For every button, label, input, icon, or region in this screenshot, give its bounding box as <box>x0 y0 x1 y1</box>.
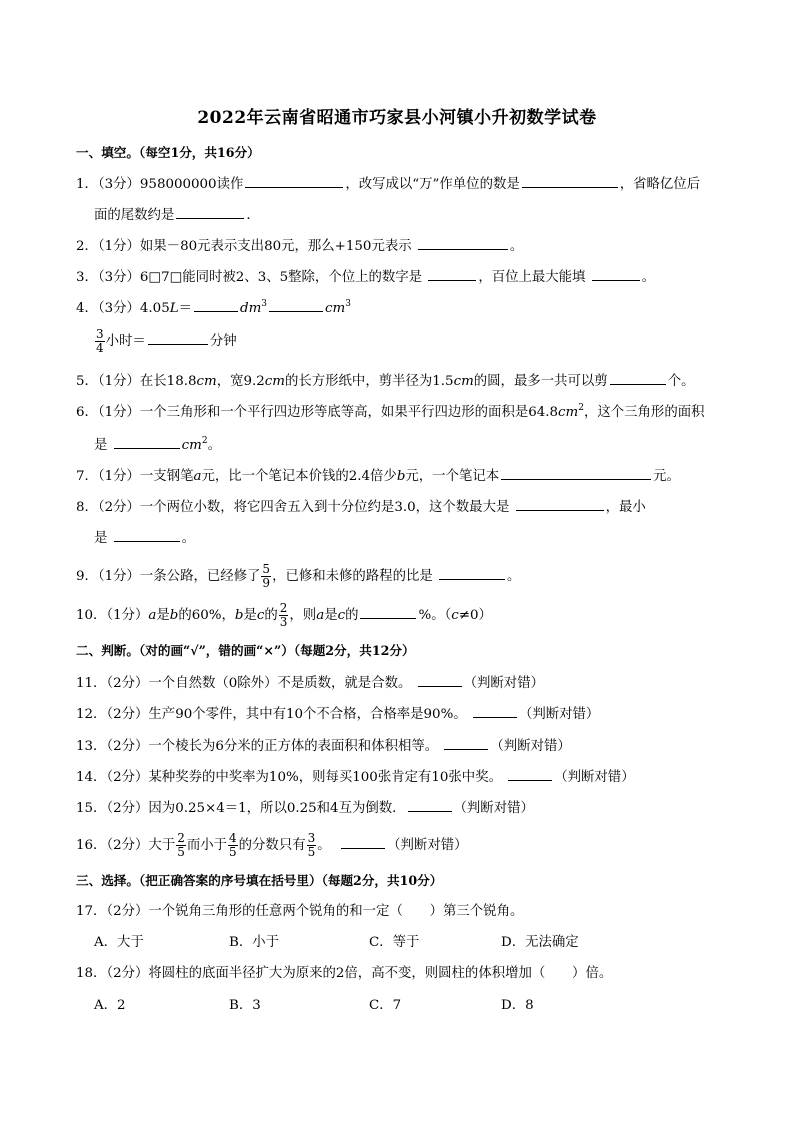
answer-blank[interactable] <box>444 735 488 750</box>
fraction: $\frac{4}{5}$ <box>229 831 237 859</box>
fraction: $\frac{5}{9}$ <box>262 562 271 590</box>
answer-blank[interactable] <box>610 370 666 385</box>
answer-blank[interactable] <box>176 204 244 219</box>
fraction: $\frac{2}{3}$ <box>279 601 288 629</box>
answer-blank[interactable] <box>418 672 462 687</box>
question-7: 7．（1分）一支钢笔a元，比一个笔记本价钱的2.4倍少b元，一个笔记本 元。 <box>76 465 680 487</box>
answer-blank[interactable] <box>428 266 476 281</box>
answer-blank[interactable] <box>508 766 552 781</box>
question-2: 2．（1分）如果－80元表示支出80元，那么+150元表示 。 <box>76 235 523 257</box>
q17-option-d[interactable]: D．无法确定 <box>501 935 579 950</box>
question-4: 4．（3分）$4.05L= dm^3$ $cm^3$ <box>76 299 351 316</box>
q17-option-b[interactable]: B．小于 <box>229 935 280 950</box>
question-6-cont: 是 $cm^2$。 <box>94 436 221 453</box>
question-1: 1．（3分）958000000读作 ，改写成以“万”作单位的数是 ，省略亿位后 <box>76 173 700 195</box>
answer-blank[interactable] <box>522 173 618 188</box>
answer-blank[interactable] <box>592 266 640 281</box>
section-heading-choice: 三、选择。（把正确答案的序号填在括号里）（每题2分，共10分） <box>76 873 443 888</box>
question-11: 11．（2分）一个自然数（0除外）不是质数，就是合数。 （判断对错） <box>76 672 544 694</box>
q18-option-b[interactable]: B．3 <box>229 998 261 1013</box>
question-4-cont: $\frac{3}{4}$ 小时＝ 分钟 <box>96 327 237 355</box>
fraction: $\frac{3}{5}$ <box>307 831 316 859</box>
page-title: 2022年云南省昭通市巧家县小河镇小升初数学试卷 <box>197 108 597 128</box>
question-3: 3．（3分）6□7□能同时被2、3、5整除，个位上的数字是 ，百位上最大能填 。 <box>76 266 655 288</box>
question-6: 6．（1分）一个三角形和一个平行四边形等底等高，如果平行四边形的面积是$64.8cm^2$，这个三角形的面积 <box>76 403 705 420</box>
q18-option-c[interactable]: C．7 <box>369 998 402 1013</box>
answer-blank[interactable] <box>194 297 238 312</box>
answer-blank[interactable] <box>473 703 517 718</box>
q18-option-d[interactable]: D．8 <box>501 998 534 1013</box>
question-10: 10．（1分）a是b的60%，b是c的 $\frac{2}{3}$ ，则a是c的 %。（c≠0） <box>76 601 492 629</box>
question-8-cont: 是 。 <box>94 527 195 549</box>
answer-blank[interactable] <box>148 330 208 345</box>
answer-blank[interactable] <box>245 173 343 188</box>
question-16: 16．（2分）大于 $\frac{2}{5}$ 而小于 $\frac{4}{5}$ 的分数只有 $\frac{3}{5}$ 。 （判断对错） <box>76 831 468 859</box>
section-heading-judge: 二、判断。（对的画“√”，错的画“×”）（每题2分，共12分） <box>76 643 415 658</box>
fraction: $\frac{2}{5}$ <box>177 831 185 859</box>
question-5: 5．（1分）在长18.8cm，宽9.2cm的长方形纸中，剪半径为1.5cm的圆，最多一共可以剪 个。 <box>76 370 694 392</box>
answer-blank[interactable] <box>114 527 180 542</box>
question-15: 15．（2分）因为0.25×4＝1，所以0.25和4互为倒数． （判断对错） <box>76 797 534 819</box>
answer-blank[interactable] <box>516 496 604 511</box>
answer-blank[interactable] <box>418 235 508 250</box>
answer-blank[interactable] <box>408 797 452 812</box>
answer-blank[interactable] <box>501 465 651 480</box>
question-9: 9．（1分）一条公路，已经修了 $\frac{5}{9}$ ，已修和未修的路程的比是 。 <box>76 562 521 590</box>
question-14: 14．（2分）某种奖券的中奖率为10%，则每买100张肯定有10张中奖。 （判断对错） <box>76 766 635 788</box>
q17-option-c[interactable]: C．等于 <box>369 935 420 950</box>
fraction: $\frac{3}{4}$ <box>96 327 104 355</box>
answer-blank[interactable] <box>439 565 505 580</box>
question-13: 13．（2分）一个棱长为6分米的正方体的表面积和体积相等。 （判断对错） <box>76 735 571 757</box>
answer-blank[interactable] <box>114 434 180 449</box>
q17-option-a[interactable]: A．大于 <box>94 935 144 950</box>
section-heading-fill-in: 一、填空。（每空1分，共16分） <box>76 145 260 160</box>
q18-option-a[interactable]: A．2 <box>94 998 126 1013</box>
answer-blank[interactable] <box>360 604 416 619</box>
question-12: 12．（2分）生产90个零件，其中有10个不合格，合格率是90%。 （判断对错） <box>76 703 599 725</box>
question-8: 8．（2分）一个两位小数，将它四舍五入到十分位约是3.0，这个数最大是 ，最小 <box>76 496 646 518</box>
answer-blank[interactable] <box>269 297 323 312</box>
answer-blank[interactable] <box>341 834 385 849</box>
question-18: 18．（2分）将圆柱的底面半径扩大为原来的2倍，高不变，则圆柱的体积增加（ ）倍。 <box>76 966 613 981</box>
question-1-cont: 面的尾数约是 ． <box>94 204 260 226</box>
question-17: 17．（2分）一个锐角三角形的任意两个锐角的和一定（ ）第三个锐角。 <box>76 904 524 919</box>
